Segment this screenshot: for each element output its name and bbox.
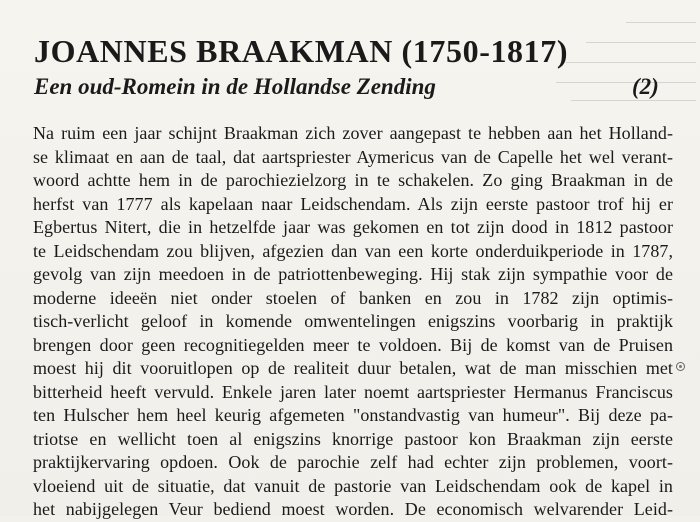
text-line: moest hij dit vooruitlopen op de realiteit duur betalen, wat de man misschien met <box>33 358 673 378</box>
text-line: vloeiend uit de situatie, dat vanuit de pastorie van Leidschendam ook de kapel in <box>33 475 673 496</box>
part-number: (2) <box>632 74 659 99</box>
article-title: JOANNES BRAAKMAN (1750-1817) <box>34 33 569 69</box>
punch-hole-mark <box>676 362 685 371</box>
body-paragraph <box>33 122 673 522</box>
text-line: se klimaat en aan de taal, dat aartspriester Aymericus van de Capelle het wel verant- <box>33 146 673 167</box>
text-line: gevolg van zijn meedoen in de patriottenbeweging. Hij stak zijn sympathie voor de <box>33 264 673 284</box>
text-line: brengen door geen recognitiegelden meer te voldoen. Bij de komst van de Pruisen <box>33 334 673 355</box>
text-line: bitterheid heeft vervuld. Enkele jaren later noemt aartspriester Hermanus Franciscus <box>33 381 673 402</box>
text-line: het nabijgelegen Veur bediend moest worden. De economisch welvarender Leid- <box>33 499 673 519</box>
text-line: moderne ideeën niet onder stoelen of banken en zou in 1782 zijn optimis- <box>33 287 673 308</box>
article-subtitle: Een oud-Romein in de Hollandse Zending <box>34 74 436 99</box>
text-line: tisch-verlicht geloof in komende omwentelingen enigszins voorbarig in praktijk <box>33 311 673 331</box>
text-line: ten Hulscher hem heel keurig afgemeten "onstandvastig van humeur". Bij deze pa- <box>33 405 673 425</box>
text-line: herfst van 1777 als kapelaan naar Leidschendam. Als zijn eerste pastoor trof hij er <box>33 193 673 214</box>
text-line: Na ruim een jaar schijnt Braakman zich zover aangepast te hebben aan het Holland- <box>33 123 673 143</box>
text-line: Egbertus Nitert, die in hetzelfde jaar was gekomen en tot zijn dood in 1812 pastoor <box>33 217 673 237</box>
text-line: praktijkervaring opdoen. Ook de parochie zelf had echter zijn problemen, voort- <box>33 452 673 472</box>
text-line: woord achtte hem in de parochiezielzorg in te schakelen. Zo ging Braakman in de <box>33 170 673 190</box>
text-line: te Leidschendam zou blijven, afgezien dan van een korte onderduikperiode in 1787, <box>33 240 673 261</box>
text-line: triotse en wellicht toen al enigszins knorrige pastoor kon Braakman zijn eerste <box>33 428 673 449</box>
